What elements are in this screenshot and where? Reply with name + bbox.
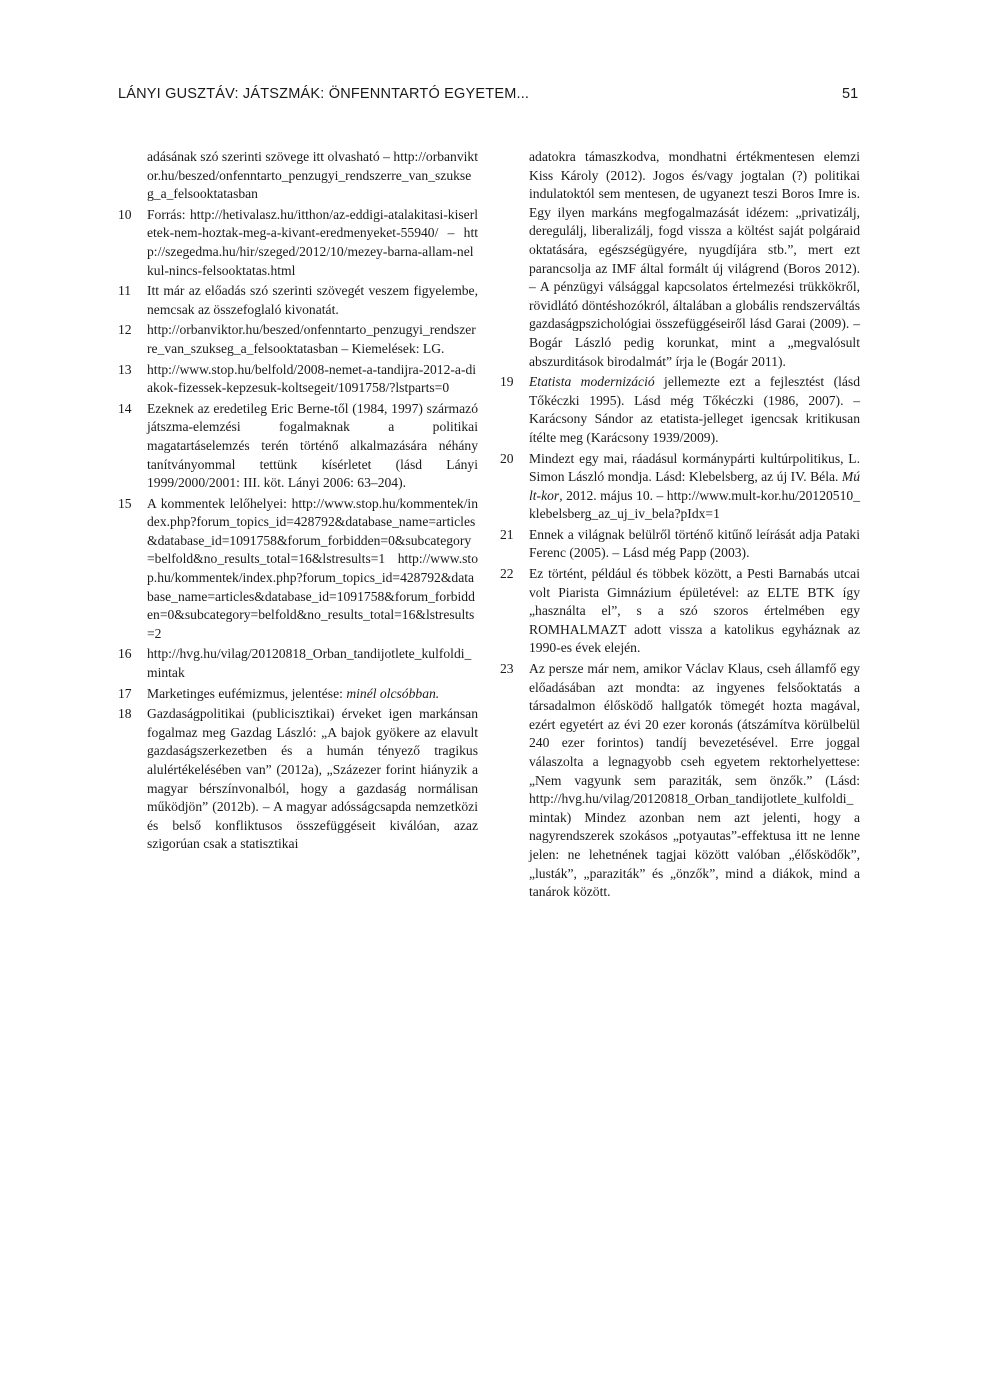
footnote-text: adatokra támaszkodva, mondhatni értékmentesen elemzi Kiss Károly (2012). Jogos és/vagy jogtalan (?) politikai indulatoktól sem mentesen, de ugyanezt teszi Boros Imre is. Egy ilyen markáns megfogalmazását idézem: „privatizálj, deregulálj, liberalizálj, fogd vissza a költést saját polgáraid oktatására, egészségügyére, nyugdíjára stb.”, mert ezt parancsolja az IMF által formált új világrend (Boros 2012). – A pénzügyi válsággal kapcsolatos értelmezési trükkökről, rövidlátó döntéshozókról, általában a globális rendszerváltás gazdaságpszichológiai összefüggéseiről lásd Garai (2009). – Bogár László pedig korunkat, mint a „megvalósult abszurditások birodalmát” írja le (Bogár 2011).: [529, 149, 860, 369]
footnote-number: 18: [118, 706, 132, 722]
footnote-text: Ezeknek az eredetileg Eric Berne-től (1984, 1997) származó játszma-elemzési fogalmaknak a politikai magatartáselemzés terén történő alkalmazására néhány tanítványommal tettünk kísérletet (lásd Lányi 1999/2000/2001: III. köt. Lányi 2006: 63–204).: [147, 400, 478, 491]
footnote-17: [118, 685, 478, 704]
footnote-number: 10: [118, 206, 132, 222]
footnote-19: [500, 373, 860, 447]
left-footnote-column: [118, 148, 478, 856]
footnote-text-italic: Etatista modernizáció: [529, 374, 655, 390]
footnote-number: 23: [500, 661, 514, 677]
footnote-15: [118, 495, 478, 644]
footnote-13: [118, 361, 478, 398]
footnote-text: Forrás: http://hetivalasz.hu/itthon/az-eddigi-atalakitasi-kiserletek-nem-hoztak-meg-a-kivant-eredmenyeket-55940/ – http://szegedma.hu/hir/szeged/2012/10/mezey-barna-allam-nelkul-nincs-felsooktatas.html: [147, 206, 478, 278]
footnote-18: [118, 705, 478, 854]
footnote-number: 15: [118, 495, 132, 511]
footnote-text-plain: , 2012. május 10. – http://www.mult-kor.hu/20120510_klebelsberg_az_uj_iv_bela?pIdx=1: [529, 487, 860, 522]
footnote-text: [529, 373, 860, 447]
footnote-text: Ennek a világnak belülről történő kitűnő leírását adja Pataki Ferenc (2005). – Lásd még Papp (2003).: [529, 526, 860, 561]
footnote-text: A kommentek lelőhelyei: http://www.stop.hu/kommentek/index.php?forum_topics_id=428792&database_name=articles&database_id=1091758&forum_forbidden=0&subcategory=belfold&no_results_total=16&lstresults=1 http://www.stop.hu/kommentek/index.php?forum_topics_id=428792&database_name=articles&database_id=1091758&forum_forbidden=0&subcategory=belfold&no_results_total=16&lstresults=2: [147, 495, 478, 641]
footnote-16: [118, 645, 478, 682]
footnote-text-italic: minél olcsóbban.: [346, 685, 440, 701]
footnote-number: 16: [118, 646, 132, 662]
footnote-text: http://www.stop.hu/belfold/2008-nemet-a-tandijra-2012-a-diakok-fizessek-kepzesuk-koltsegeit/1091758/?lstparts=0: [147, 361, 477, 396]
footnote-21: [500, 526, 860, 563]
footnote-text-plain: Marketinges eufémizmus, jelentése:: [147, 685, 347, 701]
footnote-number: 13: [118, 361, 132, 377]
running-header-title: LÁNYI GUSZTÁV: JÁTSZMÁK: ÖNFENNTARTÓ EGYETEM...: [118, 86, 530, 102]
footnote-text: http://orbanviktor.hu/beszed/onfenntarto_penzugyi_rendszerre_van_szukseg_a_felsooktatasban – Kiemelések: LG.: [147, 322, 476, 356]
footnote-number: 17: [118, 685, 132, 701]
footnote-number: 22: [500, 566, 514, 582]
footnote-number: 21: [500, 526, 514, 542]
footnote-continuation: [118, 148, 478, 204]
footnote-text-italic: Múlt-kor: [529, 469, 860, 503]
footnote-text: Gazdaságpolitikai (publicisztikai) érveket igen markánsan fogalmaz meg Gazdag László: „A bajok gyökere az elavult gazdaságszerkezetben és a humán tényező tragikus alulértékelésében van” (2012a), „Százezer forint hiányzik a magyar bérszínvonalból, hogy a gazdaság normálisan működjön” (2012b). – A magyar adósságcsapda nemzetközi és belső konfliktusos összefüggéseit kiválóan, azaz szigorúan csak a statisztikai: [147, 706, 478, 852]
footnote-text-plain: jellemezte ezt a fejlesztést (lásd Tőkéczki 1995). Lásd még Tőkéczki (1986, 2007). – Karácsony Sándor az etatista-jelleget igencsak kritikusan ítélte meg (Karácsony 1939/2009).: [529, 374, 860, 445]
footnote-11: [118, 282, 478, 319]
footnote-number: 11: [118, 283, 132, 299]
footnote-text: http://hvg.hu/vilag/20120818_Orban_tandijotlete_kulfoldi_mintak: [147, 646, 472, 681]
footnote-continuation: [500, 148, 860, 371]
footnote-text: Itt már az előadás szó szerinti szövegét veszem figyelembe, nemcsak az összefoglaló kivonatát.: [147, 283, 478, 317]
footnote-20: [500, 450, 860, 524]
footnote-text: [529, 450, 860, 524]
footnote-number: 12: [118, 322, 132, 338]
footnote-text: Ez történt, például és többek között, a Pesti Barnabás utcai volt Piarista Gimnázium épületével: az ELTE BTK így „használta el”, s a szó szoros értelmében egy ROMHALMAZT adott vissza a katolikus egyháznak az 1990-es évek elején.: [529, 566, 860, 656]
footnote-12: [118, 321, 478, 358]
footnote-number: 19: [500, 374, 514, 390]
footnote-23: [500, 660, 860, 902]
footnote-number: 14: [118, 400, 132, 416]
footnote-14: [118, 400, 478, 493]
page-number: 51: [842, 86, 859, 102]
footnote-10: [118, 206, 478, 280]
footnote-text: adásának szó szerinti szövege itt olvasható – http://orbanviktor.hu/beszed/onfenntarto_penzugyi_rendszerre_van_szukseg_a_felsooktatasban: [147, 149, 478, 202]
footnote-22: [500, 565, 860, 658]
footnote-text: [147, 685, 478, 704]
right-footnote-column: [500, 148, 860, 904]
footnote-text-plain: Mindezt egy mai, ráadásul kormánypárti kultúrpolitikus, L. Simon László mondja. Lásd: Klebelsberg, az új IV. Béla.: [529, 450, 860, 485]
footnote-number: 20: [500, 450, 514, 466]
footnote-text: Az persze már nem, amikor Václav Klaus, cseh államfő egy előadásában azt mondta: az ingyenes felsőoktatás a társadalmon élősködő hallgatók tömegét hozta magával, ezért egyetért az évi 20 ezer koronás (átszámítva körülbelül 240 ezer forintos) tandíj bevezetésével. Erre joggal válaszolta a legnagyobb cseh egyetem rektorhelyettese: „Nem vagyunk sem paraziták, sem önzők.” (Lásd: http://hvg.hu/vilag/20120818_Orban_tandijotlete_kulfoldi_mintak) Mindez azonban nem azt jelenti, hogy a nagyrendszerek szokásos „potyautas”-effektusa itt ne lenne jelen: ne lehetnének tagjai között valóban „élősködők”, „lusták”, „paraziták” és „önzők”, mind a diákok, mind a tanárok között.: [529, 661, 860, 900]
